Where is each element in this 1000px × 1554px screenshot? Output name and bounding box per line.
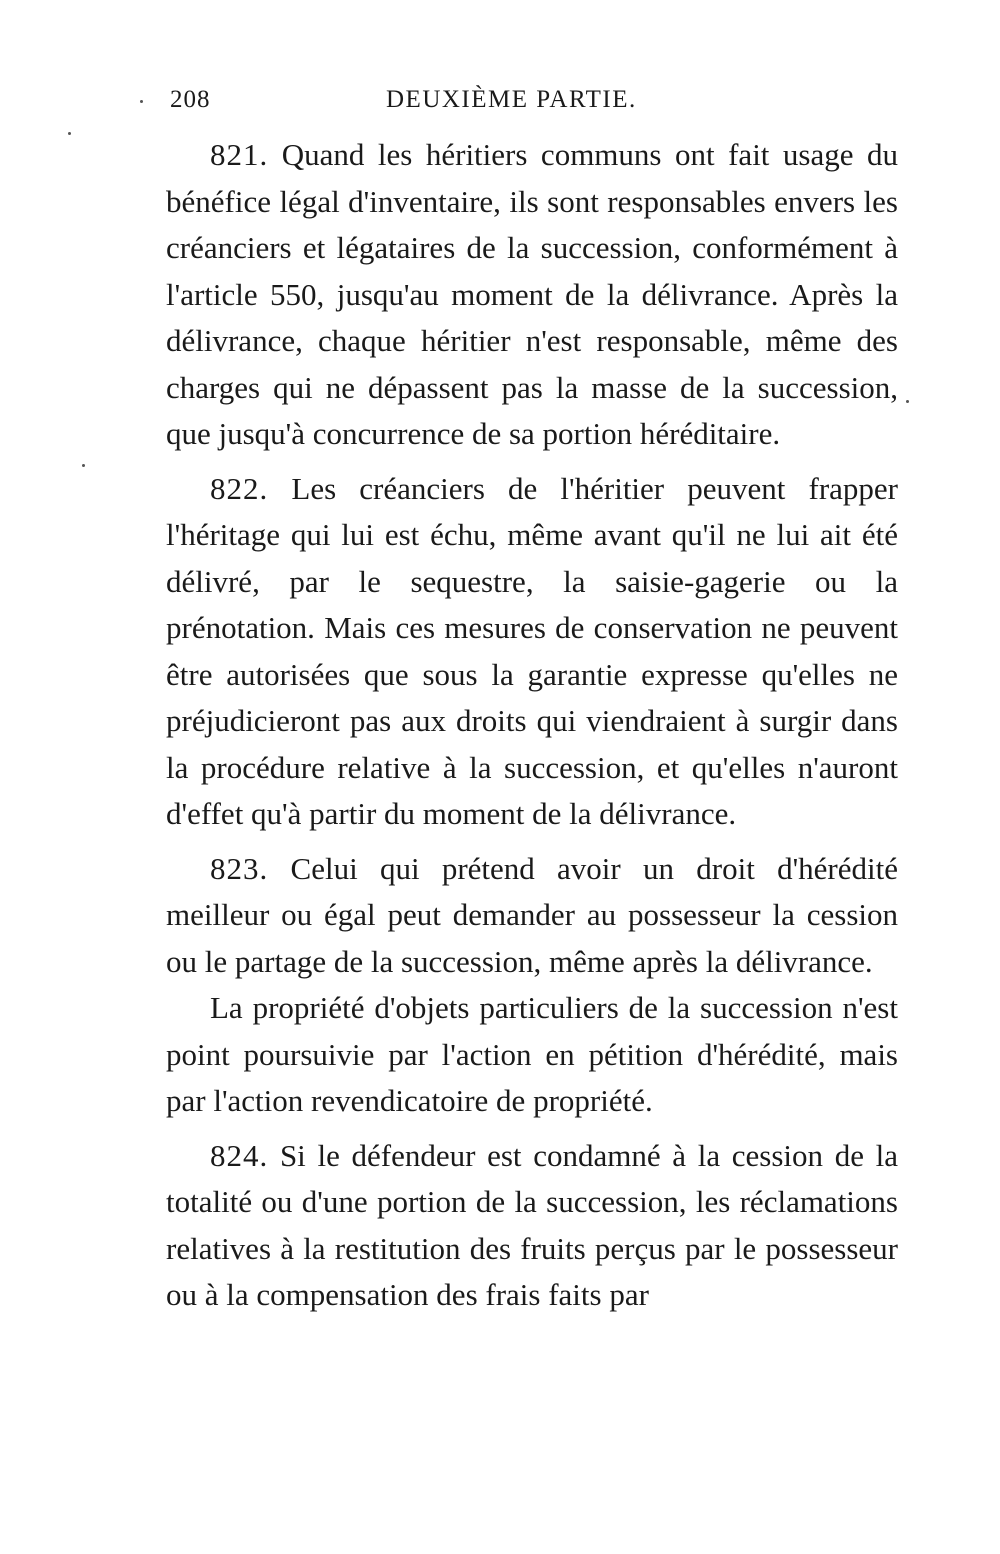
paragraph-823-continued — [166, 985, 898, 1125]
article-number: 821. — [210, 137, 269, 172]
print-speck — [82, 464, 85, 467]
page-number: 208 — [170, 86, 211, 113]
print-speck — [140, 100, 143, 103]
page-body — [166, 132, 898, 1319]
paragraph-821 — [166, 132, 898, 458]
article-number: 822. — [210, 470, 269, 506]
article-number: 824. — [210, 1137, 269, 1173]
paragraph-text: Les créanciers de l'héritier peuvent frapper l'héritage qui lui est échu, même avant qu'il ne lui ait été délivré, par le sequestre, la saisie-gagerie ou la prénotation. Mais ces mesures de conservation ne peuvent être autorisées que sous la garantie expresse qu'elles ne préjudicieront pas aux droits qui viendraient à surgir dans la procédure relative à la succession, et qu'elles n'auront d'effet qu'à partir du moment de la délivrance. — [166, 470, 899, 831]
paragraph-822 — [166, 466, 898, 838]
running-head — [166, 80, 898, 124]
print-speck — [68, 132, 71, 135]
part-title: DEUXIÈME PARTIE. — [386, 86, 637, 113]
paragraph-text: Si le défendeur est condamné à la cession de la totalité ou d'une portion de la succession, les réclamations relatives à la restitution des fruits perçus par le possesseur ou à la compensation des frais faits par — [166, 1137, 899, 1312]
paragraph-text: La propriété d'objets particuliers de la succession n'est point poursuivie par l'action en pétition d'hérédité, mais par l'action revendicatoire de propriété. — [166, 990, 898, 1118]
paragraph-823 — [166, 846, 898, 986]
paragraph-text: Celui qui prétend avoir un droit d'hérédité meilleur ou égal peut demander au possesseur la cession ou le partage de la succession, même après la délivrance. — [166, 850, 898, 979]
paragraph-824 — [166, 1133, 898, 1319]
article-number: 823. — [210, 850, 269, 886]
print-speck — [906, 400, 909, 403]
paragraph-text: Quand les héritiers communs ont fait usage du bénéfice légal d'inventaire, ils sont responsables envers les créanciers et légataires de la succession, conformément à l'article 550, jusqu'au moment de la délivrance. Après la délivrance, chaque héritier n'est responsable, même des charges qui ne dépassent pas la masse de la succession, que jusqu'à concurrence de sa portion héréditaire. — [166, 137, 899, 451]
